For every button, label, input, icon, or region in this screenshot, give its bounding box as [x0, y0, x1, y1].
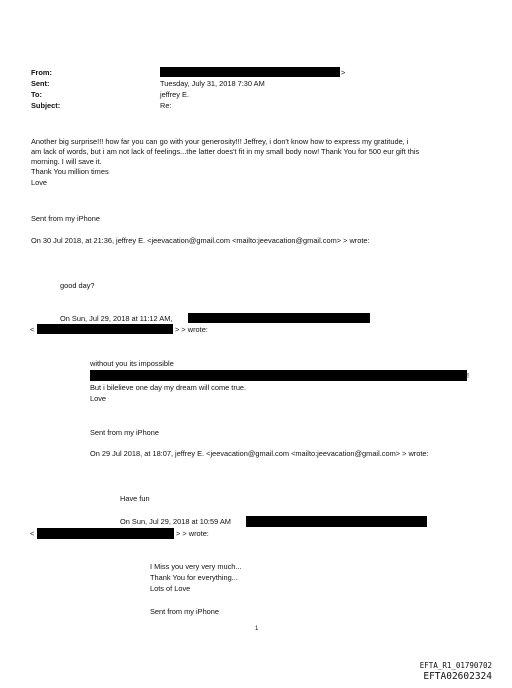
message2-email-redaction — [37, 324, 173, 334]
from-suffix: > — [341, 68, 346, 77]
from-label: From: — [31, 68, 52, 77]
message3-line-1-end: ! — [467, 371, 470, 380]
message2-quote-header: On Sun, Jul 29, 2018 at 11:12 AM, — [60, 314, 173, 323]
subject-label: Subject: — [31, 101, 61, 110]
message5-line-2: Thank You for everything... — [150, 573, 238, 582]
message3-signature: Sent from my iPhone — [90, 428, 160, 437]
message2-quote-wrote: > > wrote: — [175, 325, 208, 334]
message4-body: Have fun — [120, 494, 150, 503]
page-number: 1 — [255, 626, 259, 632]
message1-line-1: Another big surprise!!! how far you can go with your generosity!!! Jeffrey, i don't know how to express my gratitude, i — [31, 137, 409, 146]
sent-value: Tuesday, July 31, 2018 7:30 AM — [160, 79, 265, 88]
message4-quote-lt: < — [30, 529, 35, 538]
message5-line-3: Lots of Love — [150, 584, 191, 593]
message3-line-2: But i bilelieve one day my dream will come true. — [90, 383, 247, 392]
message4-quote-wrote: > > wrote: — [176, 529, 209, 538]
message3-quote-header: On 29 Jul 2018, at 18:07, jeffrey E. <jeevacation@gmail.com <mailto:jeevacation@gmail.com> > wrote: — [90, 449, 429, 458]
footer-id-1: EFTA_R1_01790702 — [419, 661, 492, 670]
message4-sender-redaction — [246, 516, 427, 527]
message1-line-3: morning. I will save it. — [31, 157, 102, 166]
message1-quote-header: On 30 Jul 2018, at 21:36, jeffrey E. <jeevacation@gmail.com <mailto:jeevacation@gmail.com> > wrote: — [31, 236, 370, 245]
to-value: jeffrey E. — [160, 90, 190, 99]
sent-label: Sent: — [31, 79, 50, 88]
from-redaction — [160, 67, 340, 77]
message3-line-3: Love — [90, 394, 107, 403]
message2-body: good day? — [60, 281, 95, 290]
message1-signature: Sent from my iPhone — [31, 214, 101, 223]
message3-redaction — [90, 370, 470, 381]
message4-email-redaction — [37, 528, 174, 539]
message1-line-5: Love — [31, 178, 48, 187]
message2-sender-redaction — [188, 313, 370, 323]
message1-line-4: Thank You million times — [31, 167, 109, 176]
message5-line-1: I Miss you very very much... — [150, 562, 242, 571]
message4-quote-header: On Sun, Jul 29, 2018 at 10:59 AM — [120, 517, 231, 526]
message3-line-1: without you its impossible — [90, 359, 174, 368]
message5-signature: Sent from my iPhone — [150, 607, 220, 616]
to-label: To: — [31, 90, 42, 99]
footer-id-2: EFTA02602324 — [423, 671, 492, 682]
subject-value: Re: — [160, 101, 172, 110]
message1-line-2: am lack of words, but i am not lack of feelings...the latter does't fit in my small body now! Thank You for 500 eur gift this — [31, 147, 420, 156]
message2-quote-lt: < — [30, 325, 35, 334]
